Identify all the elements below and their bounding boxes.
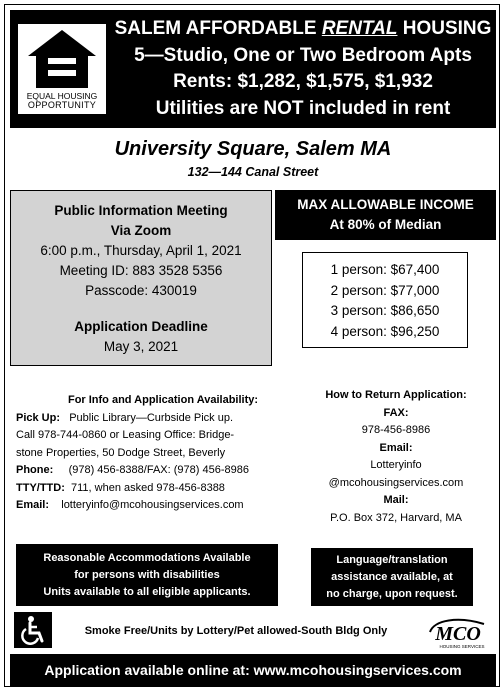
income-row: 4 person: $96,250 (330, 323, 440, 339)
header-line1-rental: RENTAL (321, 18, 398, 39)
mco-logo-text: MCO (435, 623, 481, 645)
property-address: 132—144 Canal Street (187, 165, 319, 179)
phone-text: (978) 456-8388/FAX: (978) 456-8986 (68, 464, 249, 476)
accommodations-line1: Reasonable Accommodations Available (43, 552, 251, 564)
footer-banner[interactable]: Application available online at: www.mcohousingservices.com (10, 654, 496, 686)
deadline-label: Application Deadline (74, 319, 208, 334)
income-table (302, 252, 468, 348)
language-line3: no charge, upon request. (326, 588, 458, 600)
return-section (300, 387, 492, 527)
meeting-heading: Public Information Meeting (54, 203, 228, 218)
max-income-banner (275, 190, 496, 240)
mco-logo-subtext: HOUSING SERVICES (439, 644, 485, 649)
notice-text: Smoke Free/Units by Lottery/Pet allowed-South Bldg Only (84, 625, 388, 637)
return-mail-label: Mail: (383, 494, 409, 506)
pickup-label: Pick Up: (16, 411, 61, 424)
info-section (16, 392, 296, 515)
meeting-passcode: Passcode: 430019 (85, 283, 197, 298)
max-income-heading: MAX ALLOWABLE INCOME (297, 197, 474, 212)
language-line1: Language/translation (336, 554, 448, 566)
header-banner (10, 10, 496, 128)
tty-line (16, 480, 296, 498)
meeting-box (10, 190, 272, 366)
meeting-id: Meeting ID: 883 3528 5356 (59, 263, 223, 278)
language-line2: assistance available, at (331, 571, 453, 583)
mco-logo (424, 616, 492, 650)
header-rents: Rents: $1,282, $1,575, $1,932 (173, 71, 433, 92)
header-line2: 5—Studio, One or Two Bedroom Apts (134, 44, 472, 66)
pickup-line2: Call 978-744-0860 or Leasing Office: Bridge- (16, 429, 235, 441)
income-row: 3 person: $86,650 (330, 303, 440, 318)
eho-line2: OPPORTUNITY (27, 100, 97, 110)
deadline-date: May 3, 2021 (103, 339, 179, 354)
email-line (16, 497, 296, 515)
return-email-line2[interactable]: @mcohousingservices.com (328, 476, 464, 489)
return-mail-value: P.O. Box 372, Harvard, MA (330, 511, 462, 524)
accommodations-line3: Units available to all eligible applicants. (43, 586, 251, 598)
income-row: 2 person: $77,000 (330, 282, 440, 298)
header-line1 (110, 16, 496, 43)
eho-line1: EQUAL HOUSING (26, 91, 98, 101)
tty-label: TTY/TTD: (16, 481, 65, 494)
email-text[interactable]: lotteryinfo@mcohousingservices.com (61, 499, 244, 511)
tty-text: 711, when asked 978-456-8388 (71, 481, 225, 494)
equal-housing-text (22, 92, 102, 110)
meeting-time: 6:00 p.m., Thursday, April 1, 2021 (40, 243, 242, 258)
accommodations-line2: for persons with disabilities (74, 569, 220, 581)
house-icon (26, 28, 98, 90)
header-utilities: Utilities are NOT included in rent (155, 97, 451, 119)
pickup-text: Public Library—Curbside Pick up. (69, 411, 234, 424)
header-text (110, 16, 496, 122)
return-fax-value: 978-456-8986 (361, 424, 431, 436)
pickup-line (16, 410, 296, 428)
language-box (311, 548, 473, 606)
header-line1-a: SALEM AFFORDABLE (114, 18, 322, 39)
max-income-subheading: At 80% of Median (329, 217, 442, 232)
pickup-line3: stone Properties, 50 Dodge Street, Beverly (16, 446, 226, 459)
email-label: Email: (16, 499, 50, 511)
equal-housing-logo (18, 24, 106, 114)
income-row: 1 person: $67,400 (330, 262, 440, 277)
property-title: University Square, Salem MA (114, 138, 392, 160)
wheelchair-icon (14, 612, 52, 648)
meeting-via: Via Zoom (110, 223, 172, 238)
return-email-line1[interactable]: Lotteryinfo (370, 459, 422, 471)
return-heading: How to Return Application: (325, 389, 467, 401)
phone-label: Phone: (16, 464, 54, 476)
phone-line (16, 462, 296, 480)
info-heading: For Info and Application Availability: (67, 394, 259, 406)
header-line1-b: HOUSING (397, 18, 492, 39)
accommodations-box (16, 544, 278, 606)
return-fax-label: FAX: (383, 406, 409, 419)
return-email-label: Email: (379, 441, 413, 454)
